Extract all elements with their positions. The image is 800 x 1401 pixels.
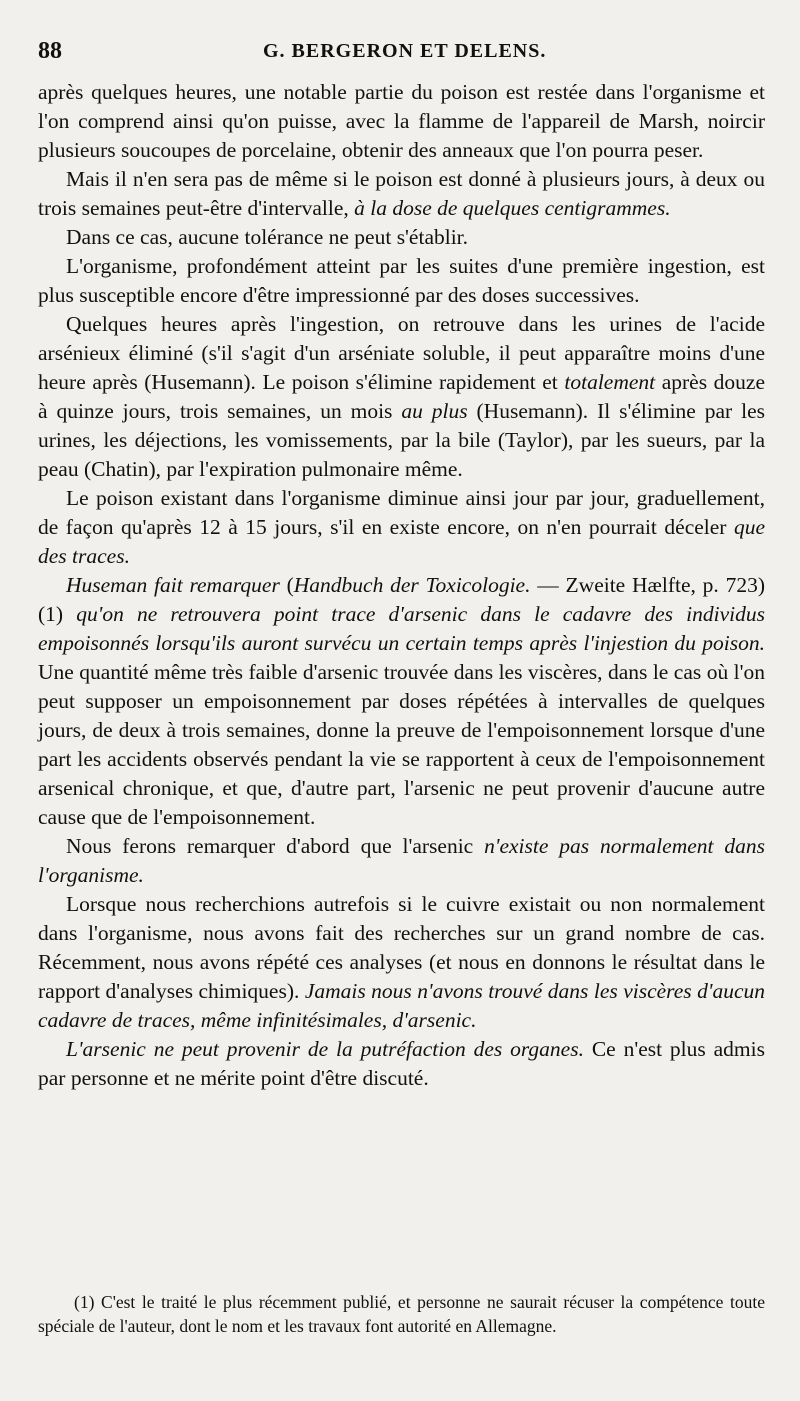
text-run: ( [279,573,294,597]
text-run: Ce n'est plus admis par personne et ne mérite point d'être discuté. [38,1037,765,1090]
italic-text: L'arsenic ne peut provenir de la putréfaction des organes. [66,1037,584,1061]
text-run: L'organisme, profondément atteint par les suites d'une première ingestion, est plus susceptible encore d'être impressionné par des doses successives. [38,254,765,307]
text-run: Le poison existant dans l'organisme diminue ainsi jour par jour, graduellement, de façon qu'après 12 à 15 jours, s'il en existe encore, on n'en pourrait déceler [38,486,765,539]
paragraph [38,1035,765,1093]
text-run: après douze à quinze jours, trois semaines, un mois [38,370,766,423]
italic-text: n'existe pas normalement dans l'organisme. [38,834,765,887]
italic-text: totalement [564,370,656,394]
italic-text: que des traces. [38,515,765,568]
text-run: — Zweite Hælfte, p. 723) (1) [38,573,765,626]
text-run: (Husemann). Il s'élimine par les urines, les déjections, les vomissements, par la bile (Taylor), par les sueurs, par la peau (Chatin), par l'expiration pulmonaire même. [38,399,766,481]
paragraph [38,890,765,1035]
paragraph [38,252,765,310]
paragraph [38,484,765,571]
italic-text: qu'on ne retrouvera point trace d'arsenic dans le cadavre des individus empoisonnés lorsqu'ils auront survécu un certain temps après l'injestion du poison. [38,602,765,655]
page-number: 88 [38,38,62,64]
paragraph [38,165,765,223]
running-head: G. BERGERON ET DELENS. [263,40,547,62]
footnote [38,1290,765,1338]
italic-text: Jamais nous n'avons trouvé dans les viscères d'aucun cadavre de traces, même infinitésimales, d'arsenic. [38,979,765,1032]
paragraph [38,78,765,165]
paragraph [38,310,765,484]
italic-text: Huseman fait remarquer [66,573,280,597]
text-run: Mais il n'en sera pas de même si le poison est donné à plusieurs jours, à deux ou trois semaines peut-être d'intervalle, [38,167,765,220]
body-text [38,78,765,1093]
paragraph [38,571,765,832]
page-header [38,38,763,68]
paragraph [38,223,765,252]
footnote-text: (1) C'est le traité le plus récemment publié, et personne ne saurait récuser la compétence toute spéciale de l'auteur, dont le nom et les travaux font autorité en Allemagne. [38,1292,765,1336]
text-run: Nous ferons remarquer d'abord que l'arsenic [66,834,485,858]
text-run: Une quantité même très faible d'arsenic trouvée dans les viscères, dans le cas où l'on peut supposer un empoisonnement par doses répétées à intervalles de quelques jours, de deux à trois semaines, donne la preuve de l'empoisonnement lorsque d'une part les accidents observés pendant la vie se rapportent à ceux de l'empoisonnement arsenical chronique, et que, d'autre part, l'arsenic ne peut provenir d'aucune autre cause que de l'empoisonnement. [38,660,765,829]
paragraph [38,832,765,890]
text-run: Lorsque nous recherchions autrefois si le cuivre existait ou non normalement dans l'organisme, nous avons fait des recherches sur un grand nombre de cas. Récemment, nous avons répété ces analyses (et nous en donnons le résultat dans le rapport d'analyses chimiques). [38,892,765,1003]
text-run: après quelques heures, une notable partie du poison est restée dans l'organisme et l'on comprend ainsi qu'on puisse, avec la flamme de l'appareil de Marsh, noircir plusieurs soucoupes de porcelaine, obtenir des anneaux que l'on pourra peser. [38,80,765,162]
text-run: Quelques heures après l'ingestion, on retrouve dans les urines de l'acide arsénieux éliminé (s'il s'agit d'un arséniate soluble, il peut apparaître moins d'une heure après (Husemann). Le poison s'élimine rapidement et [38,312,765,394]
italic-text: Handbuch der Toxicologie. [293,573,531,597]
italic-text: à la dose de quelques centigrammes. [354,196,671,220]
text-run: Dans ce cas, aucune tolérance ne peut s'établir. [66,225,469,249]
italic-text: au plus [401,399,468,423]
